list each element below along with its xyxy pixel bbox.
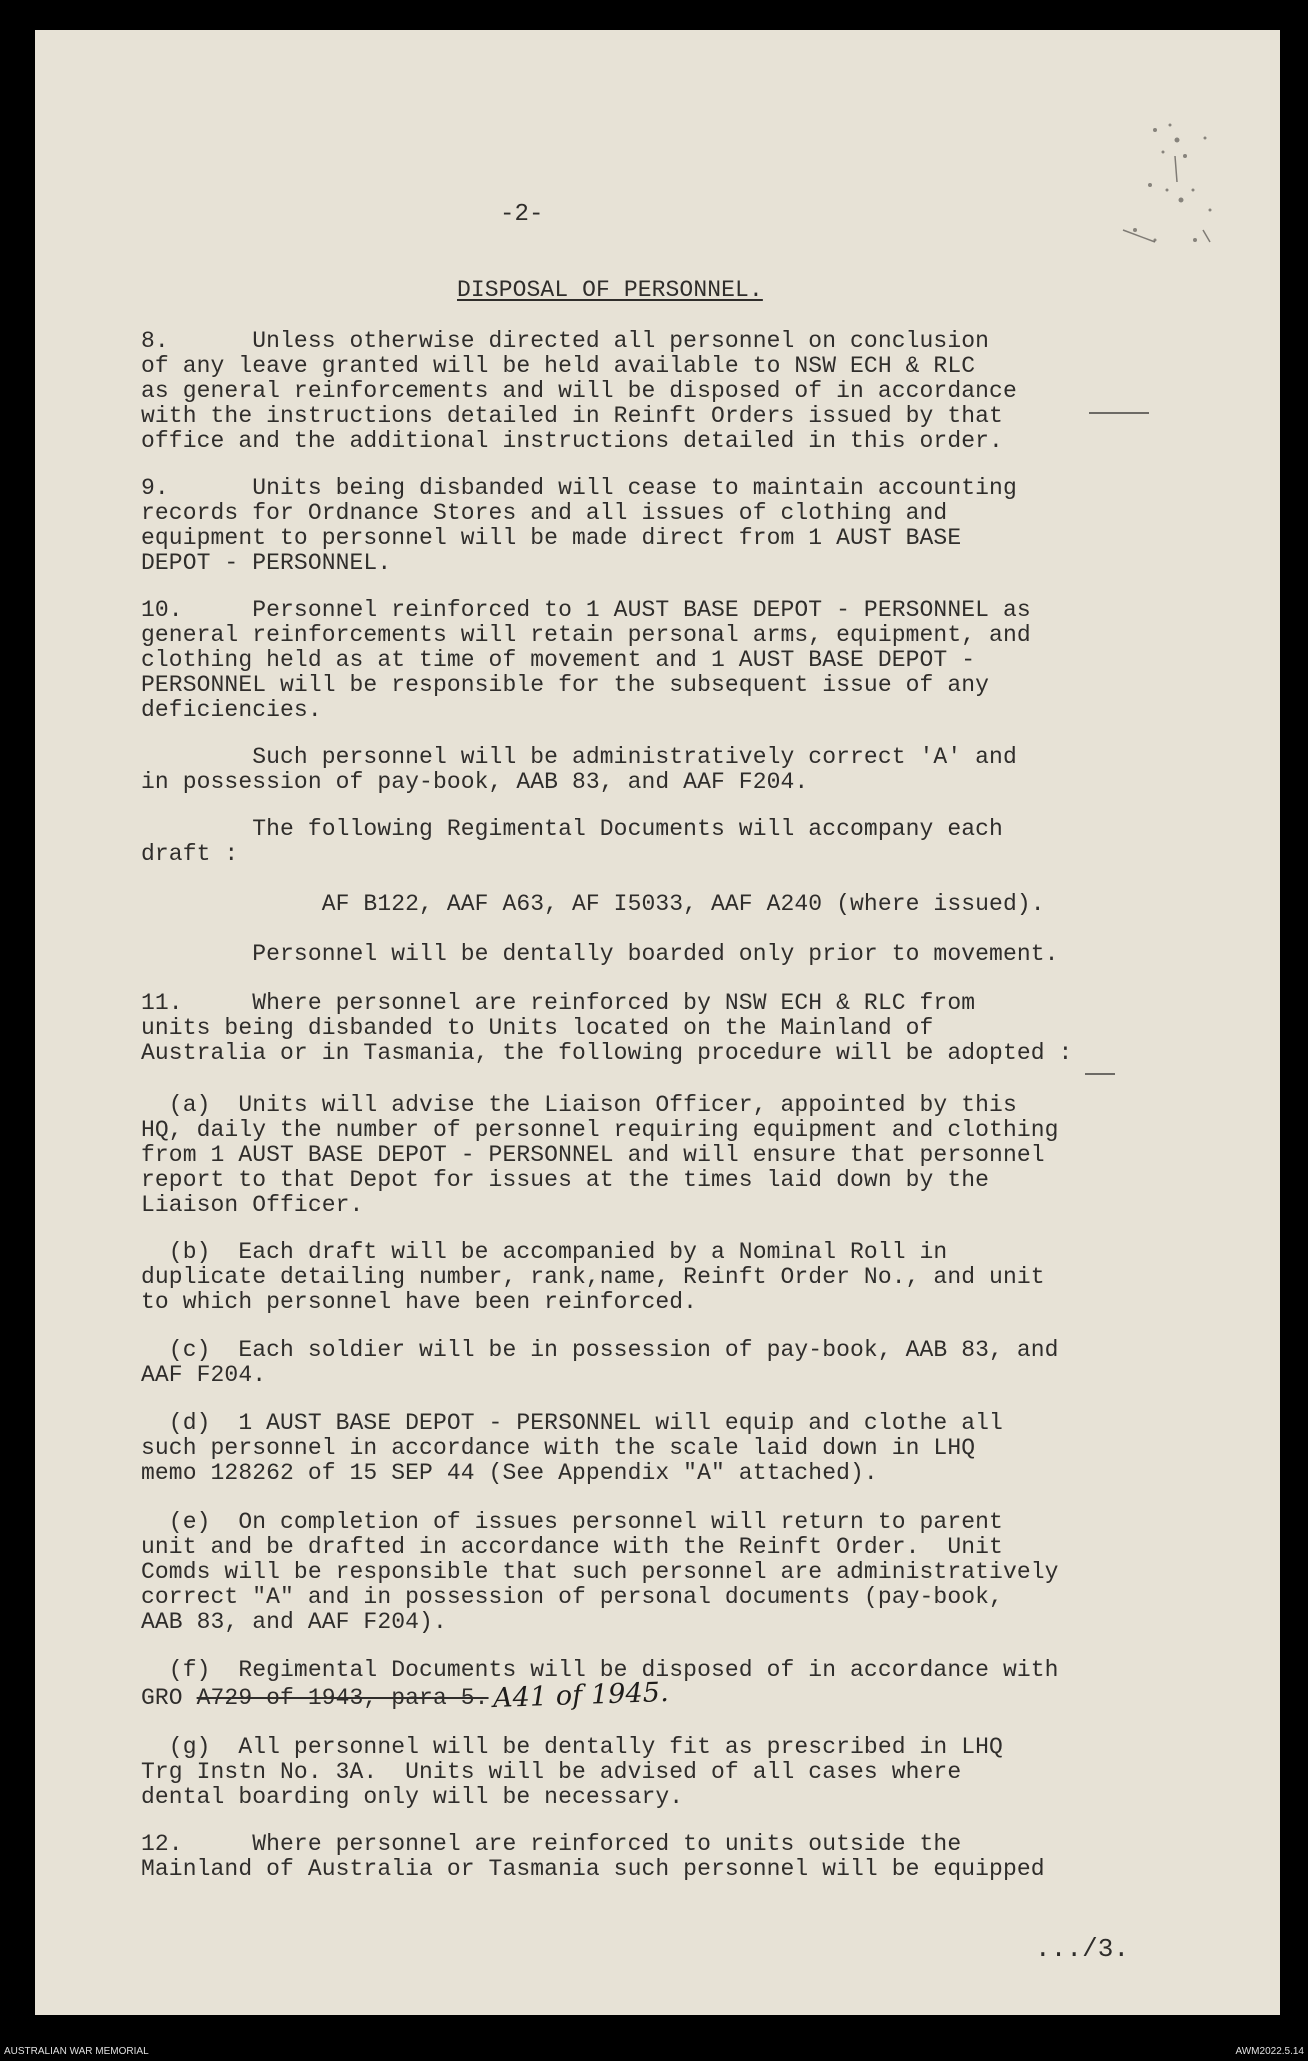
text-line: duplicate detailing number, rank,name, Reinft Order No., and unit: [141, 1264, 1045, 1290]
ink-smudge-mark: [1115, 90, 1235, 250]
text-line: of any leave granted will be held available to NSW ECH & RLC: [141, 353, 976, 379]
text-line: (d) 1 AUST BASE DEPOT - PERSONNEL will equip and clothe all: [141, 1410, 1003, 1436]
text-line: Liaison Officer.: [141, 1192, 364, 1218]
text-line: AAB 83, and AAF F204).: [141, 1609, 447, 1635]
text-line: 9. Units being disbanded will cease to maintain accounting: [141, 475, 1017, 501]
text-line: 8. Unless otherwise directed all personnel on conclusion: [141, 328, 990, 354]
text-line: PERSONNEL will be responsible for the subsequent issue of any: [141, 672, 990, 698]
text-line: Comds will be responsible that such personnel are administratively: [141, 1559, 1059, 1585]
text-line: in possession of pay-book, AAB 83, and AAF F204.: [141, 769, 809, 795]
text-line: with the instructions detailed in Reinft Orders issued by that: [141, 403, 1003, 429]
text-line: (f) Regimental Documents will be disposed of in accordance with: [141, 1657, 1059, 1683]
handwritten-amendment: A41 of 1945.: [492, 1676, 669, 1715]
archive-credit: AUSTRALIAN WAR MEMORIAL: [4, 2046, 149, 2057]
text-line: correct "A" and in possession of personal documents (pay-book,: [141, 1584, 1003, 1610]
text-line: clothing held as at time of movement and 1 AUST BASE DEPOT -: [141, 647, 976, 673]
amended-reference-line: [141, 1676, 669, 1715]
text-line: 10. Personnel reinforced to 1 AUST BASE DEPOT - PERSONNEL as: [141, 597, 1031, 623]
page-number: -2-: [500, 201, 544, 228]
text-line: equipment to personnel will be made direct from 1 AUST BASE: [141, 525, 962, 551]
text-line: The following Regimental Documents will accompany each: [141, 816, 1003, 842]
text-line: (g) All personnel will be dentally fit as prescribed in LHQ: [141, 1734, 1003, 1760]
text-line: to which personnel have been reinforced.: [141, 1289, 698, 1315]
text-line: 12. Where personnel are reinforced to units outside the: [141, 1831, 962, 1857]
text-line: AAF F204.: [141, 1362, 267, 1388]
text-line: (a) Units will advise the Liaison Officer, appointed by this: [141, 1092, 1017, 1118]
text-line: Personnel will be dentally boarded only prior to movement.: [141, 941, 1059, 967]
text-line: 11. Where personnel are reinforced by NSW ECH & RLC from: [141, 990, 976, 1016]
struck-reference: A729 of 1943, para 5.: [196, 1685, 489, 1711]
text-line: general reinforcements will retain personal arms, equipment, and: [141, 622, 1031, 648]
page-title: DISPOSAL OF PERSONNEL.: [457, 277, 763, 303]
text-line: (c) Each soldier will be in possession of pay-book, AAB 83, and: [141, 1337, 1059, 1363]
text-line: (e) On completion of issues personnel will return to parent: [141, 1509, 1003, 1535]
text-line: Australia or in Tasmania, the following procedure will be adopted :: [141, 1040, 1073, 1066]
archive-reference: AWM2022.5.14: [1235, 2046, 1304, 2057]
text-line: as general reinforcements and will be disposed of in accordance: [141, 378, 1017, 404]
text-line: records for Ordnance Stores and all issues of clothing and: [141, 500, 948, 526]
reference-prefix: GRO: [141, 1685, 197, 1711]
margin-dash: [1085, 1073, 1115, 1075]
text-line: DEPOT - PERSONNEL.: [141, 550, 392, 576]
text-line: units being disbanded to Units located on the Mainland of: [141, 1015, 934, 1041]
text-line: unit and be drafted in accordance with the Reinft Order. Unit: [141, 1534, 1003, 1560]
margin-dash: [1089, 412, 1149, 414]
text-line: (b) Each draft will be accompanied by a Nominal Roll in: [141, 1239, 948, 1265]
text-line: office and the additional instructions detailed in this order.: [141, 428, 1003, 454]
text-line: Mainland of Australia or Tasmania such personnel will be equipped: [141, 1856, 1045, 1882]
text-line: report to that Depot for issues at the times laid down by the: [141, 1167, 990, 1193]
text-line: deficiencies.: [141, 697, 322, 723]
text-line: memo 128262 of 15 SEP 44 (See Appendix "A" attached).: [141, 1460, 878, 1486]
text-line: Trg Instn No. 3A. Units will be advised of all cases where: [141, 1759, 962, 1785]
document-page: [35, 30, 1280, 2015]
text-line: AF B122, AAF A63, AF I5033, AAF A240 (where issued).: [141, 891, 1045, 917]
continuation-mark: .../3.: [1035, 1934, 1130, 1964]
text-line: draft :: [141, 841, 239, 867]
text-line: such personnel in accordance with the scale laid down in LHQ: [141, 1435, 976, 1461]
text-line: dental boarding only will be necessary.: [141, 1784, 684, 1810]
text-line: HQ, daily the number of personnel requiring equipment and clothing: [141, 1117, 1059, 1143]
text-line: from 1 AUST BASE DEPOT - PERSONNEL and will ensure that personnel: [141, 1142, 1045, 1168]
text-line: Such personnel will be administratively correct 'A' and: [141, 744, 1017, 770]
